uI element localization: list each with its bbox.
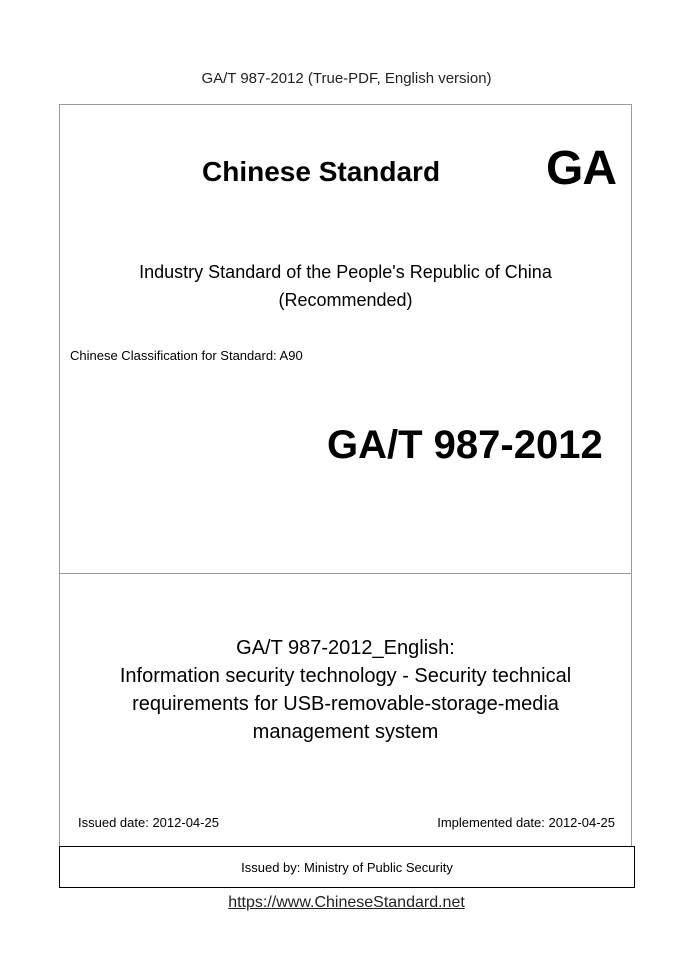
cover-heading: Chinese Standard	[202, 156, 441, 187]
issuer-box	[59, 846, 635, 888]
industry-statement	[59, 258, 632, 314]
standard-mark: GA	[546, 142, 616, 195]
industry-line-2: (Recommended)	[278, 290, 413, 310]
issuer-text: Issued by: Ministry of Public Security	[241, 859, 453, 875]
document-title	[59, 634, 632, 746]
document-title-line: management system	[252, 721, 439, 743]
document-title-line: Information security technology - Security technical	[119, 665, 572, 687]
implemented-date: Implemented date: 2012-04-25	[437, 815, 615, 830]
issued-date: Issued date: 2012-04-25	[78, 815, 219, 830]
classification-text: Chinese Classification for Standard: A90	[70, 348, 303, 363]
industry-line-1: Industry Standard of the People's Republic of China	[139, 262, 552, 282]
website-link[interactable]: https://www.ChineseStandard.net	[228, 894, 465, 911]
document-title-line: requirements for USB-removable-storage-media	[132, 693, 559, 715]
page-header-title: GA/T 987-2012 (True-PDF, English version)	[201, 70, 492, 87]
footer	[0, 894, 693, 912]
standard-number: GA/T 987-2012	[327, 423, 603, 467]
document-title-line: GA/T 987-2012_English:	[236, 637, 455, 659]
